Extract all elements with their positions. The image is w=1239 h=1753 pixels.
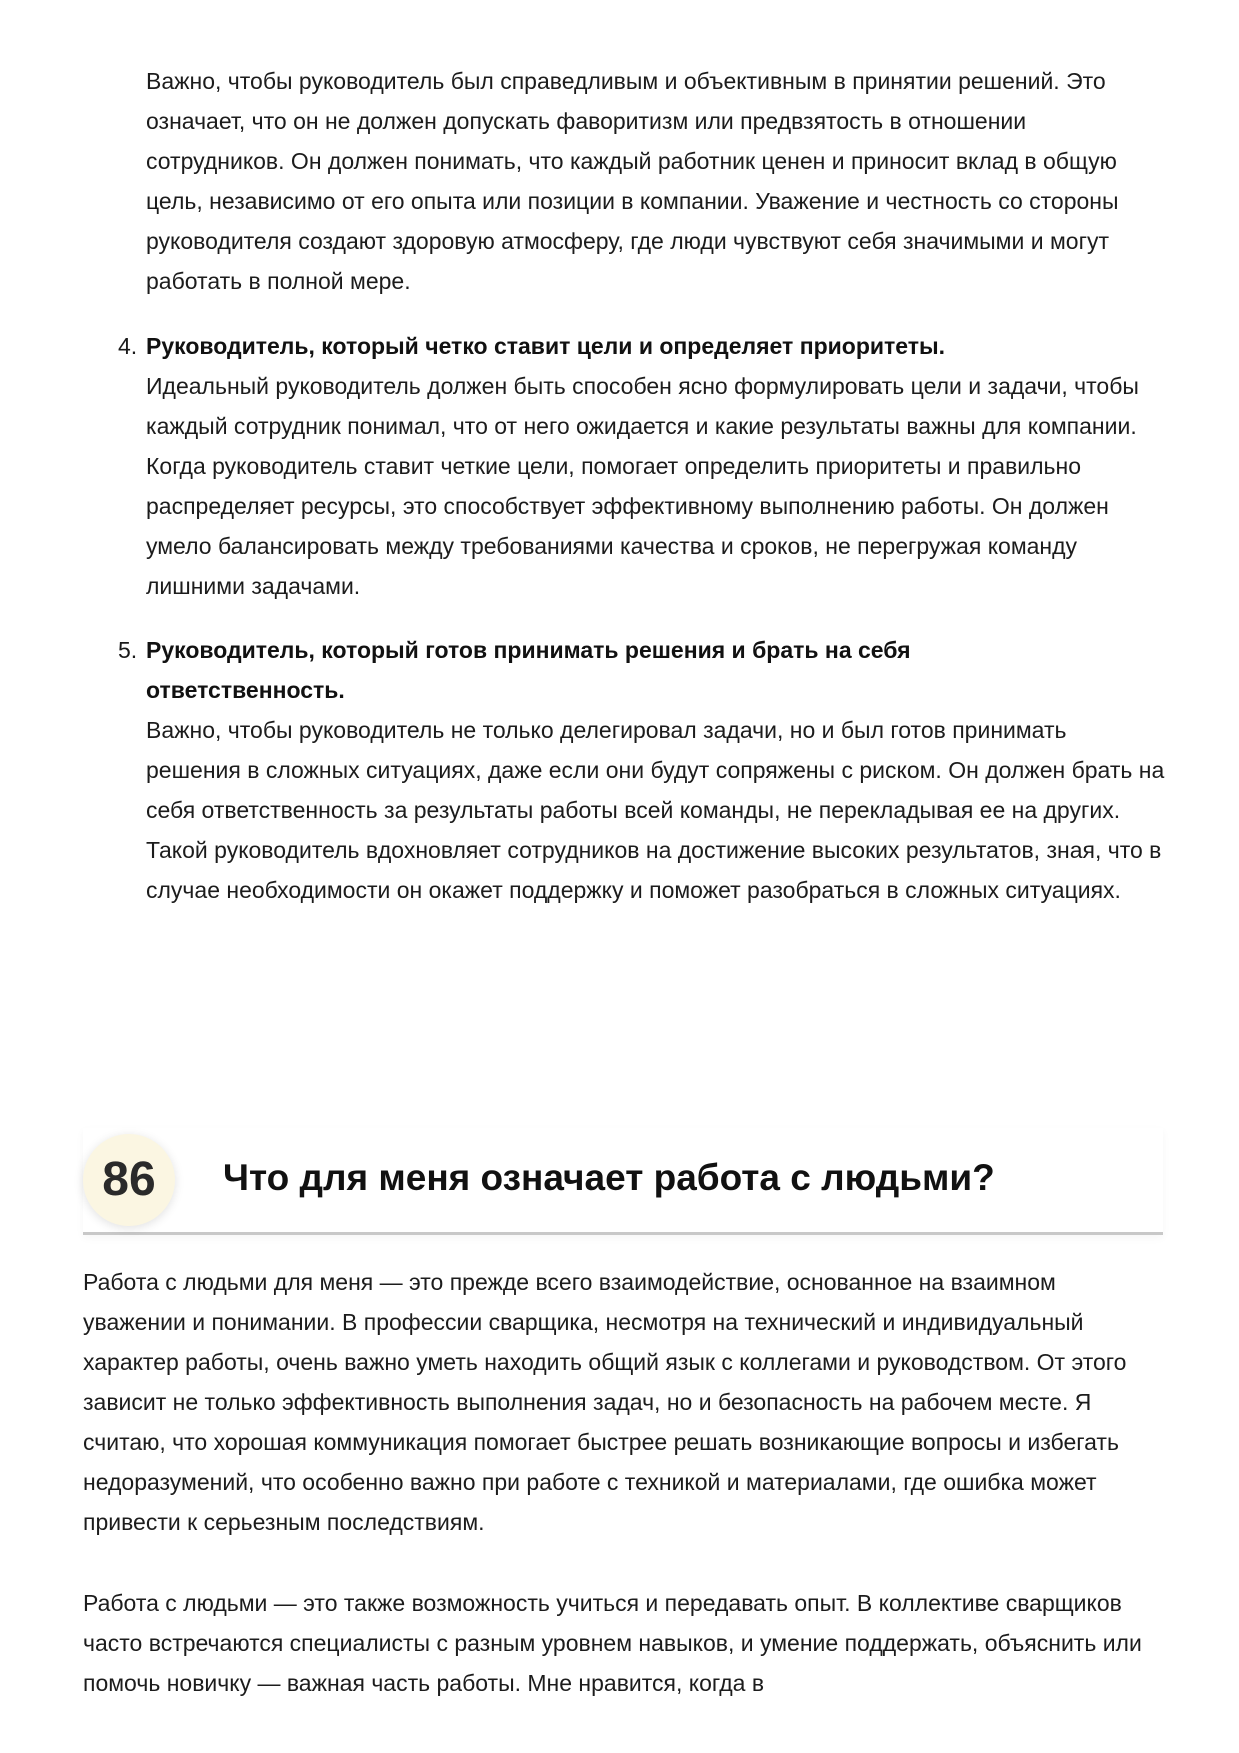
list-item-number: 4. [118,333,138,359]
section-title: Что для меня означает работа с людьми? [223,1157,995,1198]
list-item-4 [118,326,1166,606]
list-item-5 [118,630,1166,910]
list-item-title: Руководитель, который четко ставит цели и определяет приоритеты. [146,333,946,359]
body-paragraph: Работа с людьми — это также возможность учиться и передавать опыт. В коллективе сварщиков часто встречаются специалисты с разным уровнем навыков, и умение поддержать, объяснить или помочь новичку — важная часть работы. Мне нравится, когда в [83,1590,1142,1696]
section-header [83,1128,1163,1235]
list-item-text: Важно, чтобы руководитель не только делегировал задачи, но и был готов принимать решения в сложных ситуациях, даже если они будут сопряжены с риском. Он должен брать на себя ответственность за результаты работы всей команды, не перекладывая ее на других. Такой руководитель вдохновляет сотрудников на достижение высоких результатов, зная, что в случае необходимости он окажет поддержку и поможет разобраться в сложных ситуациях. [146,717,1165,903]
list-item-title: Руководитель, который готов принимать решения и брать на себя ответственность. [146,637,911,703]
section-number-badge: 86 [83,1134,175,1226]
body-paragraph: Работа с людьми для меня — это прежде всего взаимодействие, основанное на взаимном уважении и понимании. В профессии сварщика, несмотря на технический и индивидуальный характер работы, очень важно уметь находить общий язык с коллегами и руководством. От этого зависит не только эффективность выполнения задач, но и безопасность на рабочем месте. Я считаю, что хорошая коммуникация помогает быстрее решать возникающие вопросы и избегать недоразумений, что особенно важно при работе с техникой и материалами, где ошибка может привести к серьезным последствиям. [83,1269,1127,1535]
list-item-number: 5. [118,637,138,663]
list-item-text: Идеальный руководитель должен быть способен ясно формулировать цели и задачи, чтобы каждый сотрудник понимал, что от него ожидается и какие результаты важны для компании. Когда руководитель ставит четкие цели, помогает определить приоритеты и правильно распределяет ресурсы, это способствует эффективному выполнению работы. Он должен умело балансировать между требованиями качества и сроков, не перегружая команду лишними задачами. [146,373,1139,599]
intro-paragraph: Важно, чтобы руководитель был справедливым и объективным в принятии решений. Это означает, что он не должен допускать фаворитизм или предвзятость в отношении сотрудников. Он должен понимать, что каждый работник ценен и приносит вклад в общую цель, независимо от его опыта или позиции в компании. Уважение и честность со стороны руководителя создают здоровую атмосферу, где люди чувствуют себя значимыми и могут работать в полной мере. [146,68,1119,294]
